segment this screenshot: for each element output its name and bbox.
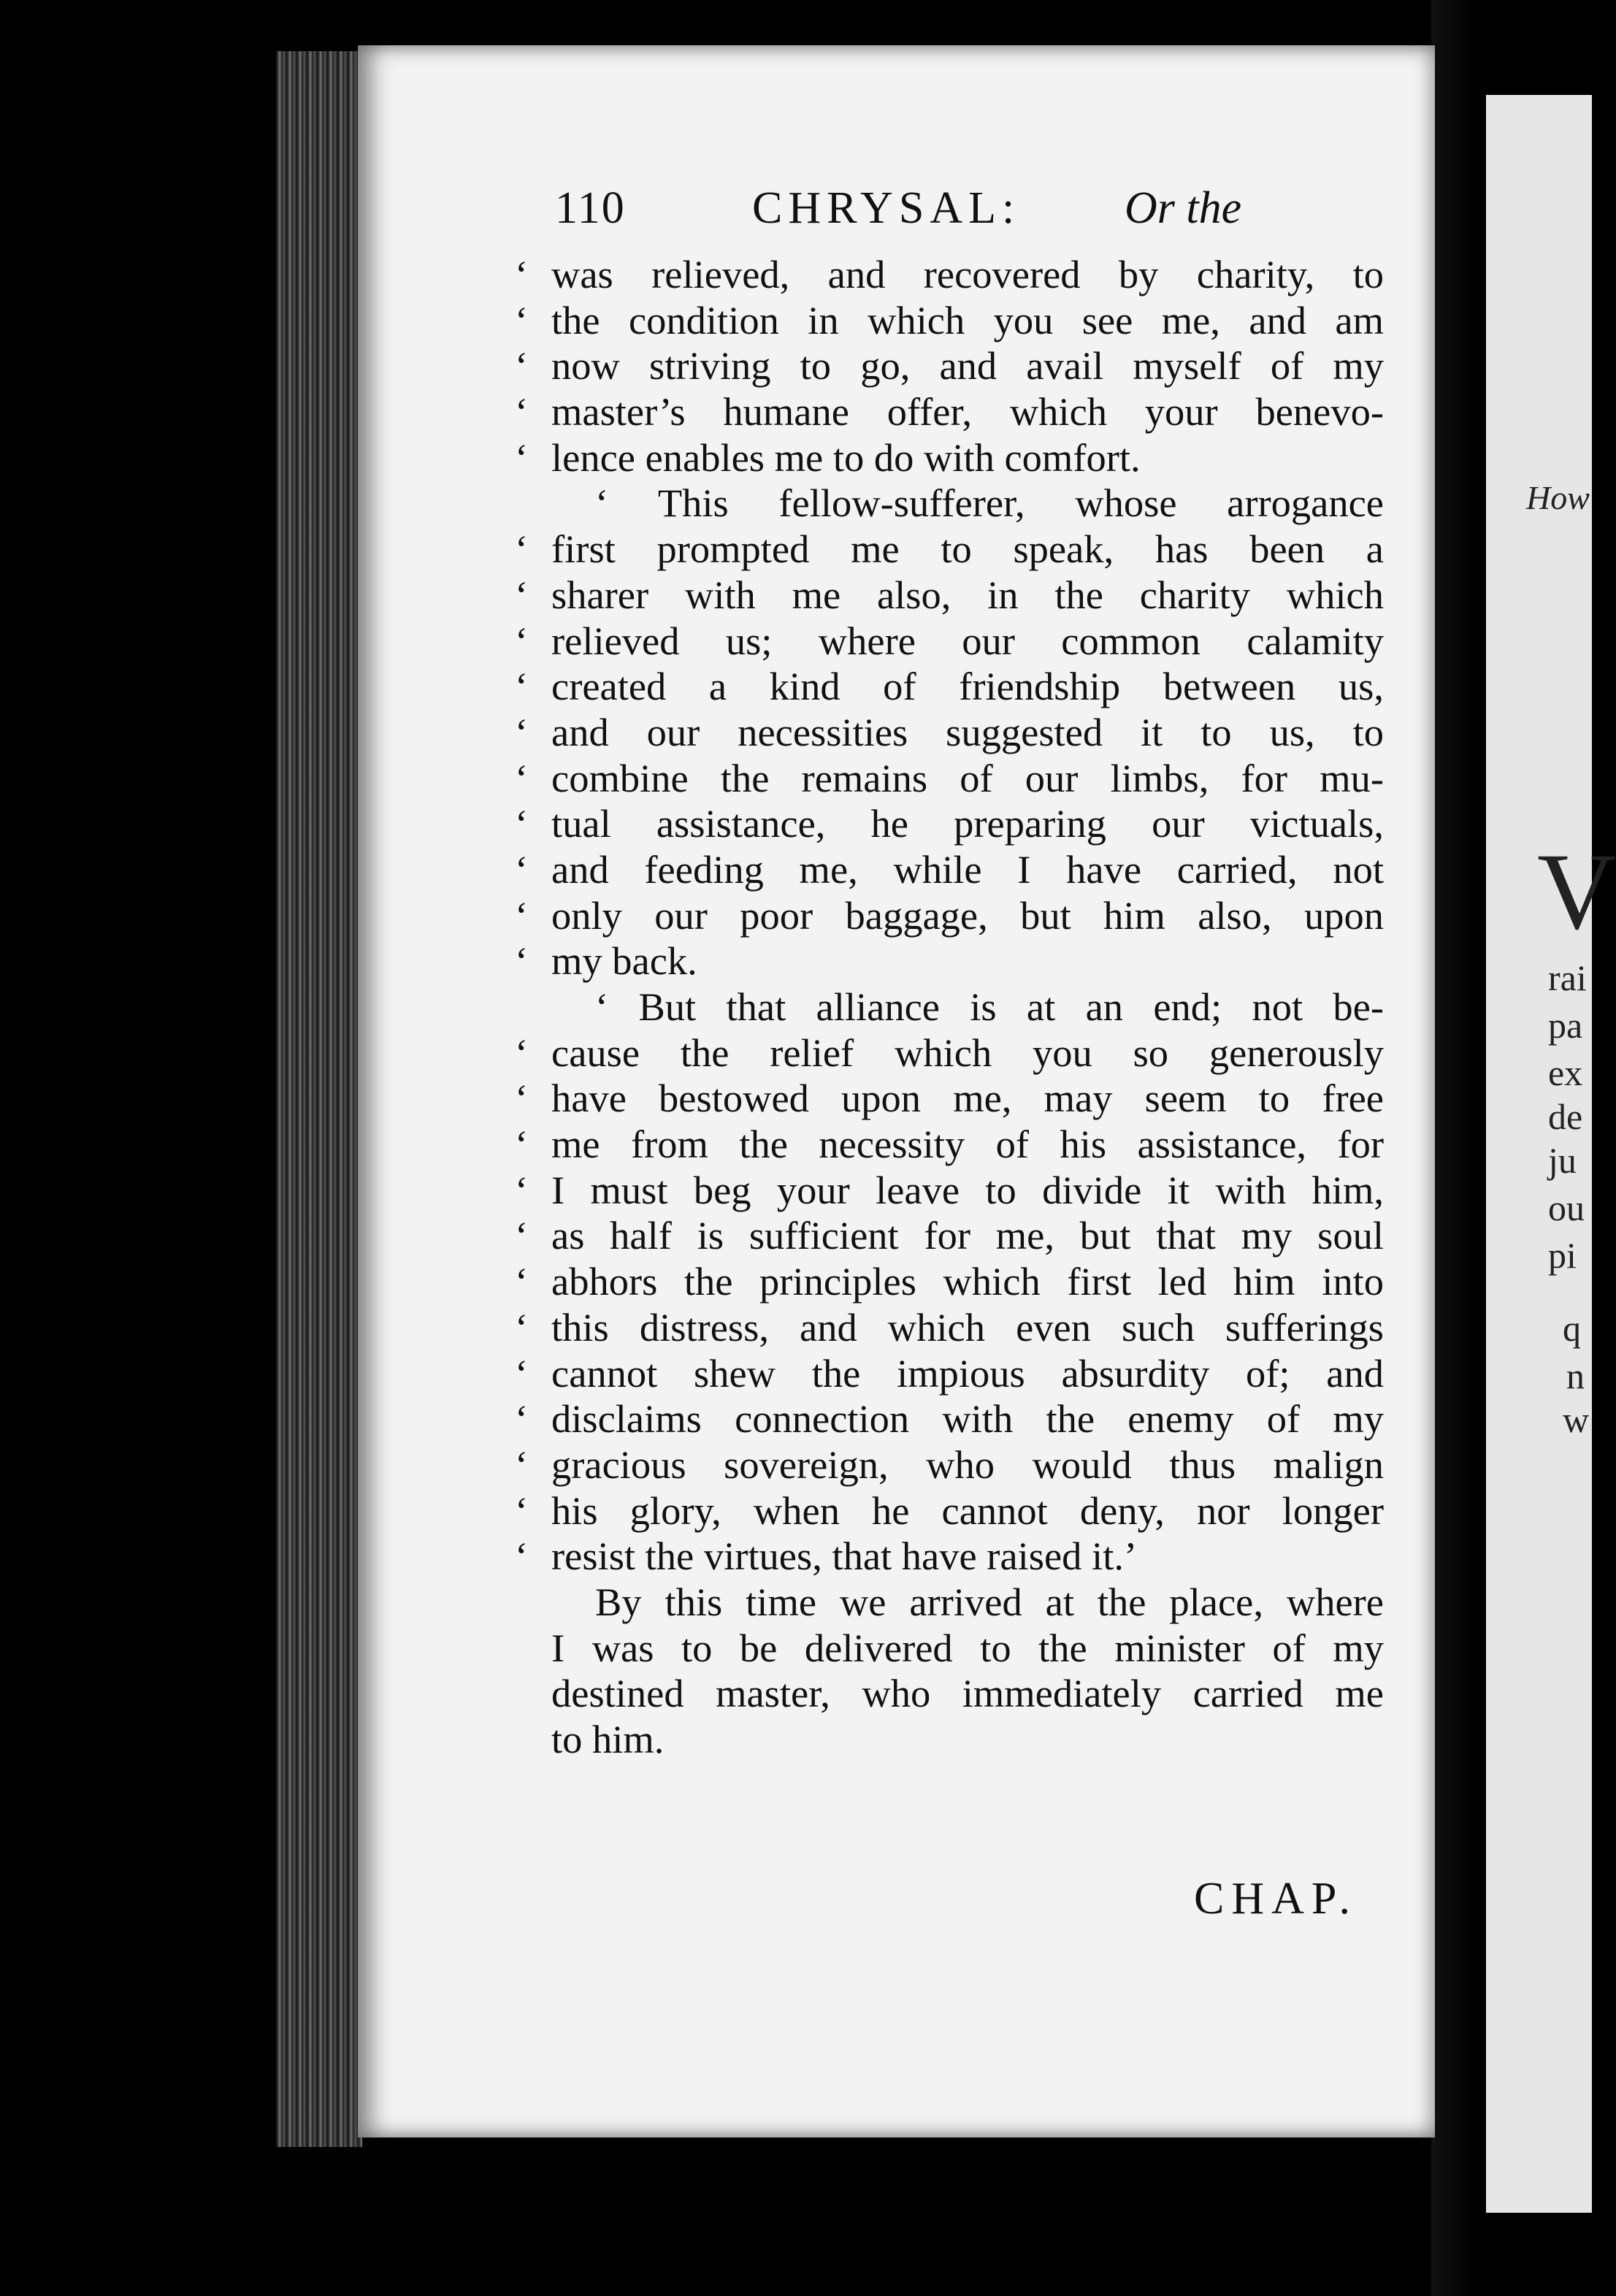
line-text: have bestowed upon me, may seem to free bbox=[551, 1076, 1384, 1121]
text-line bbox=[515, 297, 1384, 344]
quote-mark: ‘ bbox=[515, 252, 529, 296]
line-text: tual assistance, he preparing our victuals, bbox=[551, 801, 1384, 846]
facing-page-fragment: n bbox=[1566, 1355, 1585, 1396]
quote-mark: ‘ bbox=[515, 1534, 529, 1579]
line-text: my back. bbox=[551, 938, 697, 984]
facing-page-fragment: q bbox=[1563, 1308, 1581, 1349]
text-line bbox=[551, 1671, 1384, 1717]
facing-page-fragment: rai bbox=[1548, 957, 1587, 998]
line-text: ‘ But that alliance is at an end; not be- bbox=[595, 984, 1384, 1029]
quote-mark: ‘ bbox=[515, 1259, 529, 1304]
text-line bbox=[515, 755, 1384, 802]
facing-page-fragment: w bbox=[1563, 1399, 1590, 1440]
line-text: as half is sufficient for me, but that my soul bbox=[551, 1213, 1384, 1258]
text-line bbox=[551, 481, 1384, 527]
running-head bbox=[555, 183, 1285, 234]
text-line bbox=[515, 572, 1384, 619]
quote-mark: ‘ bbox=[515, 572, 529, 617]
running-title: CHRYSAL: bbox=[752, 183, 1021, 233]
text-line bbox=[515, 938, 1384, 984]
facing-page-fragment: pi bbox=[1548, 1235, 1577, 1276]
text-line bbox=[515, 709, 1384, 756]
quote-mark: ‘ bbox=[515, 1304, 529, 1350]
text-line bbox=[515, 618, 1384, 665]
quote-mark: ‘ bbox=[515, 1442, 529, 1487]
quote-mark: ‘ bbox=[515, 892, 529, 938]
line-text: cannot shew the impious absurdity of; and bbox=[551, 1350, 1384, 1396]
line-text: this distress, and which even such sufferings bbox=[551, 1304, 1384, 1350]
line-text: I was to be delivered to the minister of my bbox=[551, 1625, 1384, 1670]
quote-mark: ‘ bbox=[515, 664, 529, 709]
line-text: gracious sovereign, who would thus malign bbox=[551, 1442, 1384, 1487]
page-edges bbox=[276, 51, 362, 2147]
text-line bbox=[515, 1076, 1384, 1122]
quote-mark: ‘ bbox=[515, 1076, 529, 1121]
text-line bbox=[515, 1534, 1384, 1580]
text-line bbox=[515, 1030, 1384, 1076]
quote-mark: ‘ bbox=[515, 1122, 529, 1167]
catchword: CHAP. bbox=[1194, 1874, 1358, 1924]
text-line bbox=[515, 527, 1384, 573]
line-text: and our necessities suggested it to us, to bbox=[551, 709, 1384, 754]
facing-page-fragment: ou bbox=[1548, 1187, 1585, 1228]
line-text: the condition in which you see me, and am bbox=[551, 297, 1384, 343]
line-text: to him. bbox=[551, 1717, 665, 1761]
quote-mark: ‘ bbox=[515, 389, 529, 435]
facing-page-heading: How bbox=[1526, 479, 1590, 516]
quote-mark: ‘ bbox=[515, 297, 529, 343]
quote-mark: ‘ bbox=[515, 1396, 529, 1442]
page-number: 110 bbox=[555, 183, 626, 233]
line-text: ‘ This fellow-sufferer, whose arrogance bbox=[595, 481, 1384, 526]
line-text: abhors the principles which first led him into bbox=[551, 1259, 1384, 1304]
text-line bbox=[515, 389, 1384, 435]
text-line bbox=[515, 1259, 1384, 1305]
quote-mark: ‘ bbox=[515, 1167, 529, 1212]
line-text: resist the virtues, that have raised it.’ bbox=[551, 1534, 1138, 1579]
text-line bbox=[551, 1626, 1384, 1672]
line-text: only our poor baggage, but him also, upon bbox=[551, 892, 1384, 938]
quote-mark: ‘ bbox=[515, 343, 529, 389]
text-line bbox=[551, 984, 1384, 1030]
text-line bbox=[515, 1488, 1384, 1534]
line-text: now striving to go, and avail myself of my bbox=[551, 343, 1384, 389]
quote-mark: ‘ bbox=[515, 618, 529, 663]
quote-mark: ‘ bbox=[515, 846, 529, 892]
line-text: first prompted me to speak, has been a bbox=[551, 527, 1384, 572]
line-text: was relieved, and recovered by charity, to bbox=[551, 252, 1384, 296]
quote-mark: ‘ bbox=[515, 1030, 529, 1075]
line-text: his glory, when he cannot deny, nor longer bbox=[551, 1488, 1384, 1533]
facing-page-fragment: ju bbox=[1548, 1140, 1577, 1181]
quote-mark: ‘ bbox=[515, 1350, 529, 1396]
facing-page-fragment: ex bbox=[1548, 1052, 1583, 1093]
text-line bbox=[515, 1213, 1384, 1259]
line-text: I must beg your leave to divide it with him, bbox=[551, 1167, 1384, 1212]
text-line bbox=[515, 892, 1384, 939]
line-text: By this time we arrived at the place, where bbox=[595, 1579, 1384, 1624]
line-text: relieved us; where our common calamity bbox=[551, 618, 1384, 663]
quote-mark: ‘ bbox=[515, 1488, 529, 1533]
quote-mark: ‘ bbox=[515, 755, 529, 800]
text-line bbox=[515, 1122, 1384, 1168]
line-text: destined master, who immediately carried me bbox=[551, 1671, 1384, 1716]
facing-page-fragment: de bbox=[1548, 1096, 1583, 1137]
text-line bbox=[515, 1396, 1384, 1442]
quote-mark: ‘ bbox=[515, 938, 529, 984]
facing-page-fragment: pa bbox=[1548, 1005, 1583, 1046]
facing-page-initial: V bbox=[1537, 831, 1616, 952]
text-line bbox=[551, 1717, 1384, 1763]
text-line bbox=[515, 1167, 1384, 1214]
text-line bbox=[515, 435, 1384, 481]
line-text: and feeding me, while I have carried, not bbox=[551, 846, 1384, 892]
line-text: cause the relief which you so generously bbox=[551, 1030, 1384, 1075]
running-subtitle: Or the bbox=[1125, 183, 1242, 233]
line-text: lence enables me to do with comfort. bbox=[551, 435, 1141, 480]
text-line bbox=[515, 1442, 1384, 1488]
line-text: combine the remains of our limbs, for mu- bbox=[551, 755, 1384, 800]
text-line bbox=[515, 1350, 1384, 1397]
body-text bbox=[515, 252, 1384, 1763]
text-line bbox=[515, 1304, 1384, 1351]
line-text: master’s humane offer, which your benevo- bbox=[551, 389, 1384, 435]
text-line bbox=[515, 664, 1384, 710]
quote-mark: ‘ bbox=[515, 435, 529, 480]
line-text: me from the necessity of his assistance, for bbox=[551, 1122, 1384, 1167]
quote-mark: ‘ bbox=[515, 801, 529, 846]
line-text: sharer with me also, in the charity which bbox=[551, 572, 1384, 617]
quote-mark: ‘ bbox=[515, 1213, 529, 1258]
text-line bbox=[515, 801, 1384, 847]
text-line bbox=[515, 846, 1384, 893]
text-line bbox=[515, 252, 1384, 298]
quote-mark: ‘ bbox=[515, 527, 529, 572]
line-text: created a kind of friendship between us, bbox=[551, 664, 1384, 709]
text-line bbox=[515, 343, 1384, 389]
quote-mark: ‘ bbox=[515, 709, 529, 754]
text-line bbox=[551, 1580, 1384, 1626]
line-text: disclaims connection with the enemy of my bbox=[551, 1396, 1384, 1442]
